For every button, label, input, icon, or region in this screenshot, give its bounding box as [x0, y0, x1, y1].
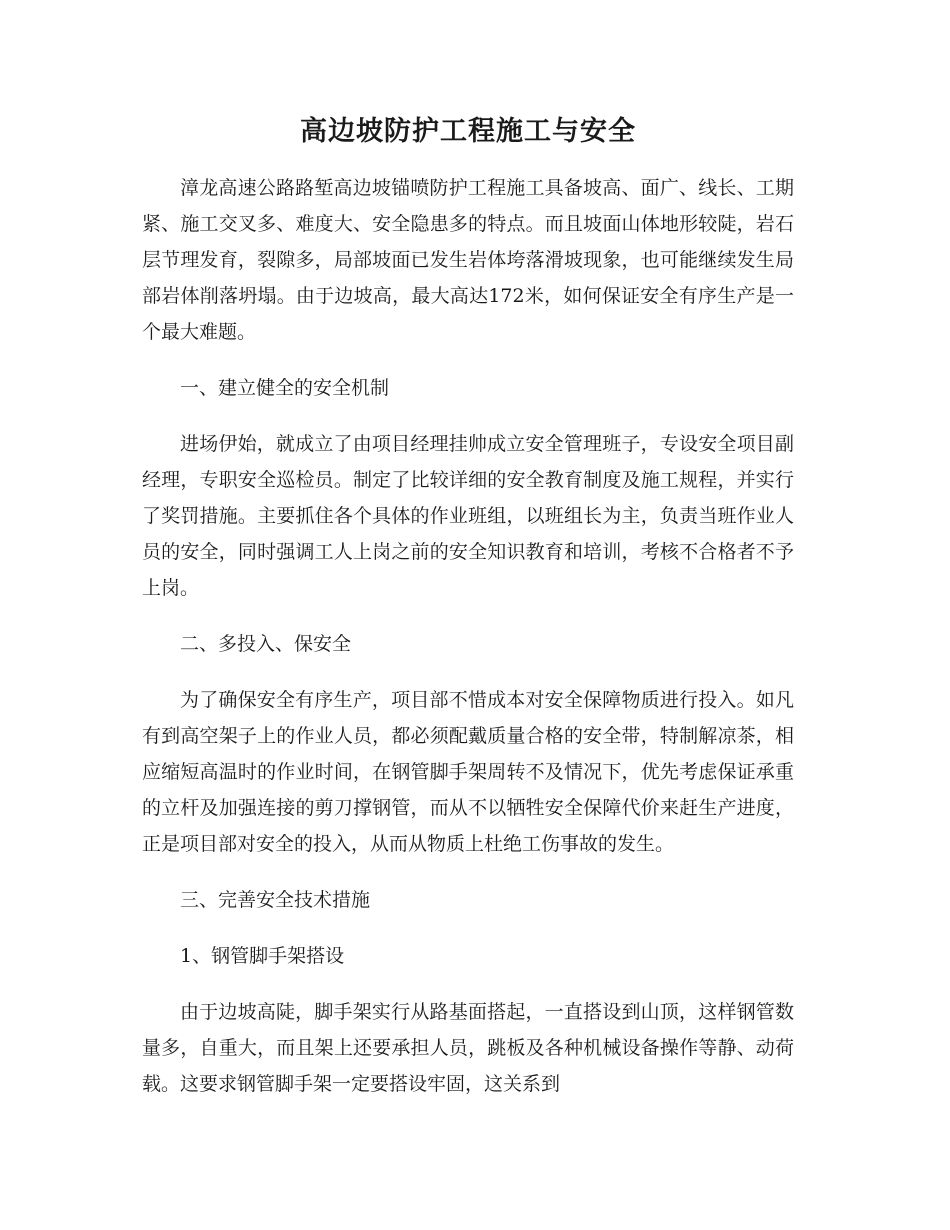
paragraph-investment: 为了确保安全有序生产，项目部不惜成本对安全保障物质进行投入。如凡有到高空架子上的作业人员，都必须配戴质量合格的安全带，特制解凉茶，相应缩短高温时的作业时间，在钢管脚手架周转不及情况下，优先考虑保证承重的立杆及加强连接的剪刀撑钢管，而从不以牺牲安全保障代价来赶生产进度，正是项目部对安全的投入，从而从物质上杜绝工伤事故的发生。: [142, 689, 794, 855]
section-heading-1: 一、建立健全的安全机制: [180, 377, 390, 399]
document-title: 高边坡防护工程施工与安全: [300, 116, 636, 147]
subsection-heading-3-1: 1、钢管脚手架搭设: [180, 945, 345, 967]
document-body: [142, 108, 794, 1122]
paragraph-safety-mechanism: 进场伊始，就成立了由项目经理挂帅成立安全管理班子，专设安全项目副经理，专职安全巡检员。制定了比较详细的安全教育制度及施工规程，并实行了奖罚措施。主要抓住各个具体的作业班组，以班组长为主，负责当班作业人员的安全，同时强调工人上岗之前的安全知识教育和培训，考核不合格者不予上岗。: [142, 433, 794, 599]
section-heading-3: 三、完善安全技术措施: [180, 889, 371, 911]
paragraph-intro: 漳龙高速公路路堑高边坡锚喷防护工程施工具备坡高、面广、线长、工期紧、施工交叉多、难度大、安全隐患多的特点。而且坡面山体地形较陡，岩石层节理发育，裂隙多，局部坡面已发生岩体垮落滑坡现象，也可能继续发生局部岩体削落坍塌。由于边坡高，最大高达172米，如何保证安全有序生产是一个最大难题。: [142, 177, 794, 343]
paragraph-scaffold: 由于边坡高陡，脚手架实行从路基面搭起，一直搭设到山顶，这样钢管数量多，自重大，而且架上还要承担人员，跳板及各种机械设备操作等静、动荷载。这要求钢管脚手架一定要搭设牢固，这关系到: [142, 1001, 794, 1095]
section-heading-2: 二、多投入、保安全: [180, 633, 352, 655]
